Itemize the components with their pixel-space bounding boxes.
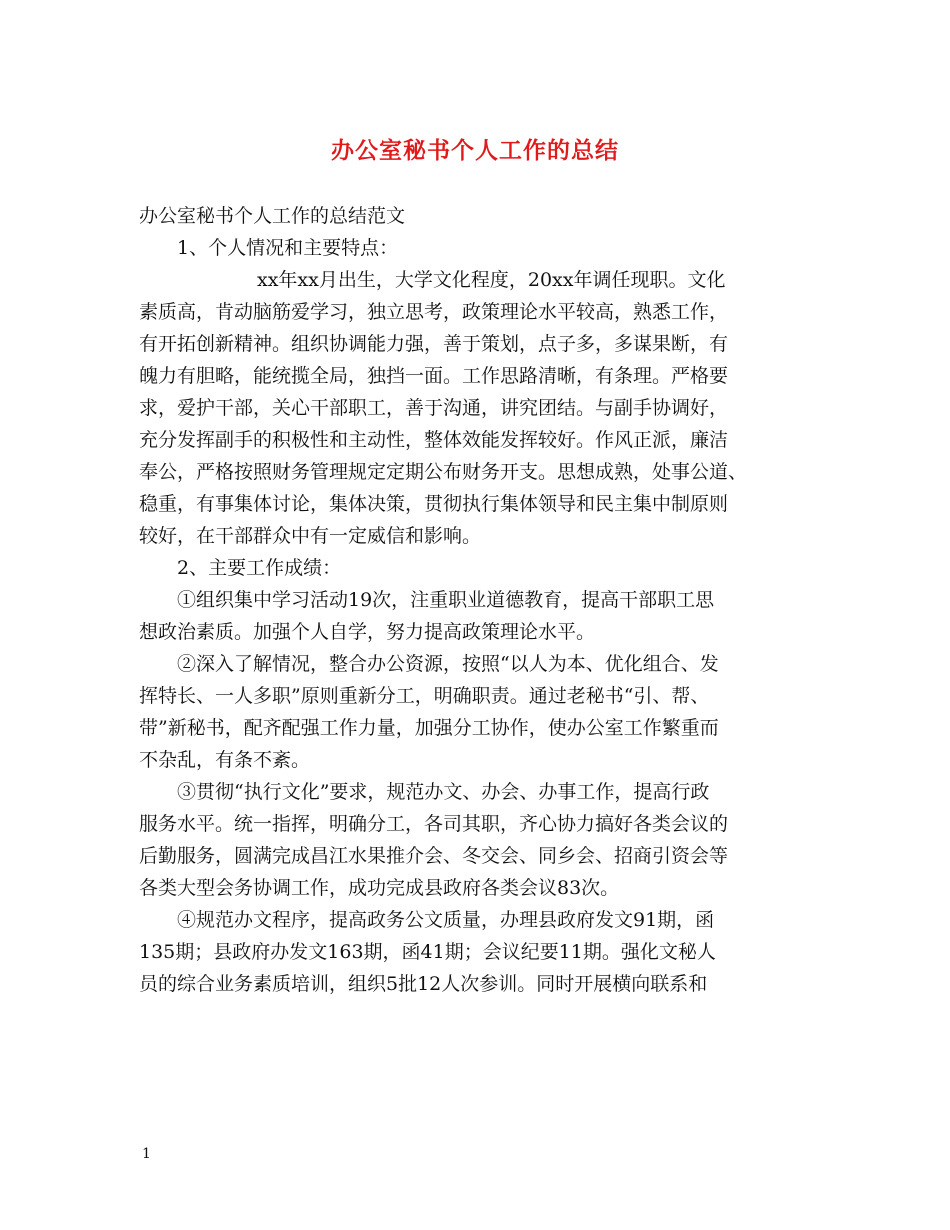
text-line: 充分发挥副手的积极性和主动性，整体效能发挥较好。作风正派，廉洁 [139, 429, 729, 451]
text-line: ②深入了解情况，整合办公资源，按照“以人为本、优化组合、发 [177, 653, 719, 675]
text-line: 较好，在干部群众中有一定威信和影响。 [139, 525, 482, 547]
text-line: 想政治素质。加强个人自学，努力提高政策理论水平。 [139, 621, 596, 643]
document-title: 办公室秘书个人工作的总结 [331, 137, 619, 164]
text-line: ④规范办文程序，提高政务公文质量，办理县政府发文91期，函 [177, 909, 715, 931]
text-line: xx年xx月出生，大学文化程度，20xx年调任现职。文化 [257, 269, 726, 291]
text-line: ③贯彻“执行文化”要求，规范办文、办会、办事工作，提高行政 [177, 781, 710, 803]
text-line: 求，爱护干部，关心干部职工，善于沟通，讲究团结。与副手协调好， [139, 397, 729, 419]
text-line: ①组织集中学习活动19次，注重职业道德教育，提高干部职工思 [177, 589, 715, 611]
text-line: 奉公，严格按照财务管理规定定期公布财务开支。思想成熟，处事公道、 [139, 461, 748, 483]
text-line: 有开拓创新精神。组织协调能力强，善于策划，点子多，多谋果断，有 [139, 333, 729, 355]
text-line: 服务水平。统一指挥，明确分工，各司其职，齐心协力搞好各类会议的 [139, 813, 729, 835]
text-line: 带”新秘书，配齐配强工作力量，加强分工协作，使办公室工作繁重而 [139, 717, 719, 739]
text-line: 各类大型会务协调工作，成功完成县政府各类会议83次。 [139, 877, 620, 899]
text-line: 挥特长、一人多职”原则重新分工，明确职责。通过老秘书“引、帮、 [139, 685, 710, 707]
text-line: 不杂乱，有条不紊。 [139, 749, 311, 771]
text-line: 素质高，肯动脑筋爱学习，独立思考，政策理论水平较高，熟悉工作， [139, 301, 729, 323]
text-line: 办公室秘书个人工作的总结范文 [139, 205, 406, 227]
text-line: 魄力有胆略，能统揽全局，独挡一面。工作思路清晰，有条理。严格要 [139, 365, 729, 387]
document-body [139, 200, 811, 1000]
text-line: 员的综合业务素质培训，组织5批12人次参训。同时开展横向联系和 [139, 973, 708, 995]
text-line: 后勤服务，圆满完成昌江水果推介会、冬交会、同乡会、招商引资会等 [139, 845, 729, 867]
text-line: 135期；县政府办发文163期，函41期；会议纪要11期。强化文秘人 [139, 941, 716, 963]
text-line: 稳重，有事集体讨论，集体决策，贯彻执行集体领导和民主集中制原则 [139, 493, 729, 515]
text-line: 2、主要工作成绩： [177, 557, 342, 579]
text-line: 1、个人情况和主要特点： [177, 237, 399, 259]
page-number: 1 [142, 1146, 151, 1162]
